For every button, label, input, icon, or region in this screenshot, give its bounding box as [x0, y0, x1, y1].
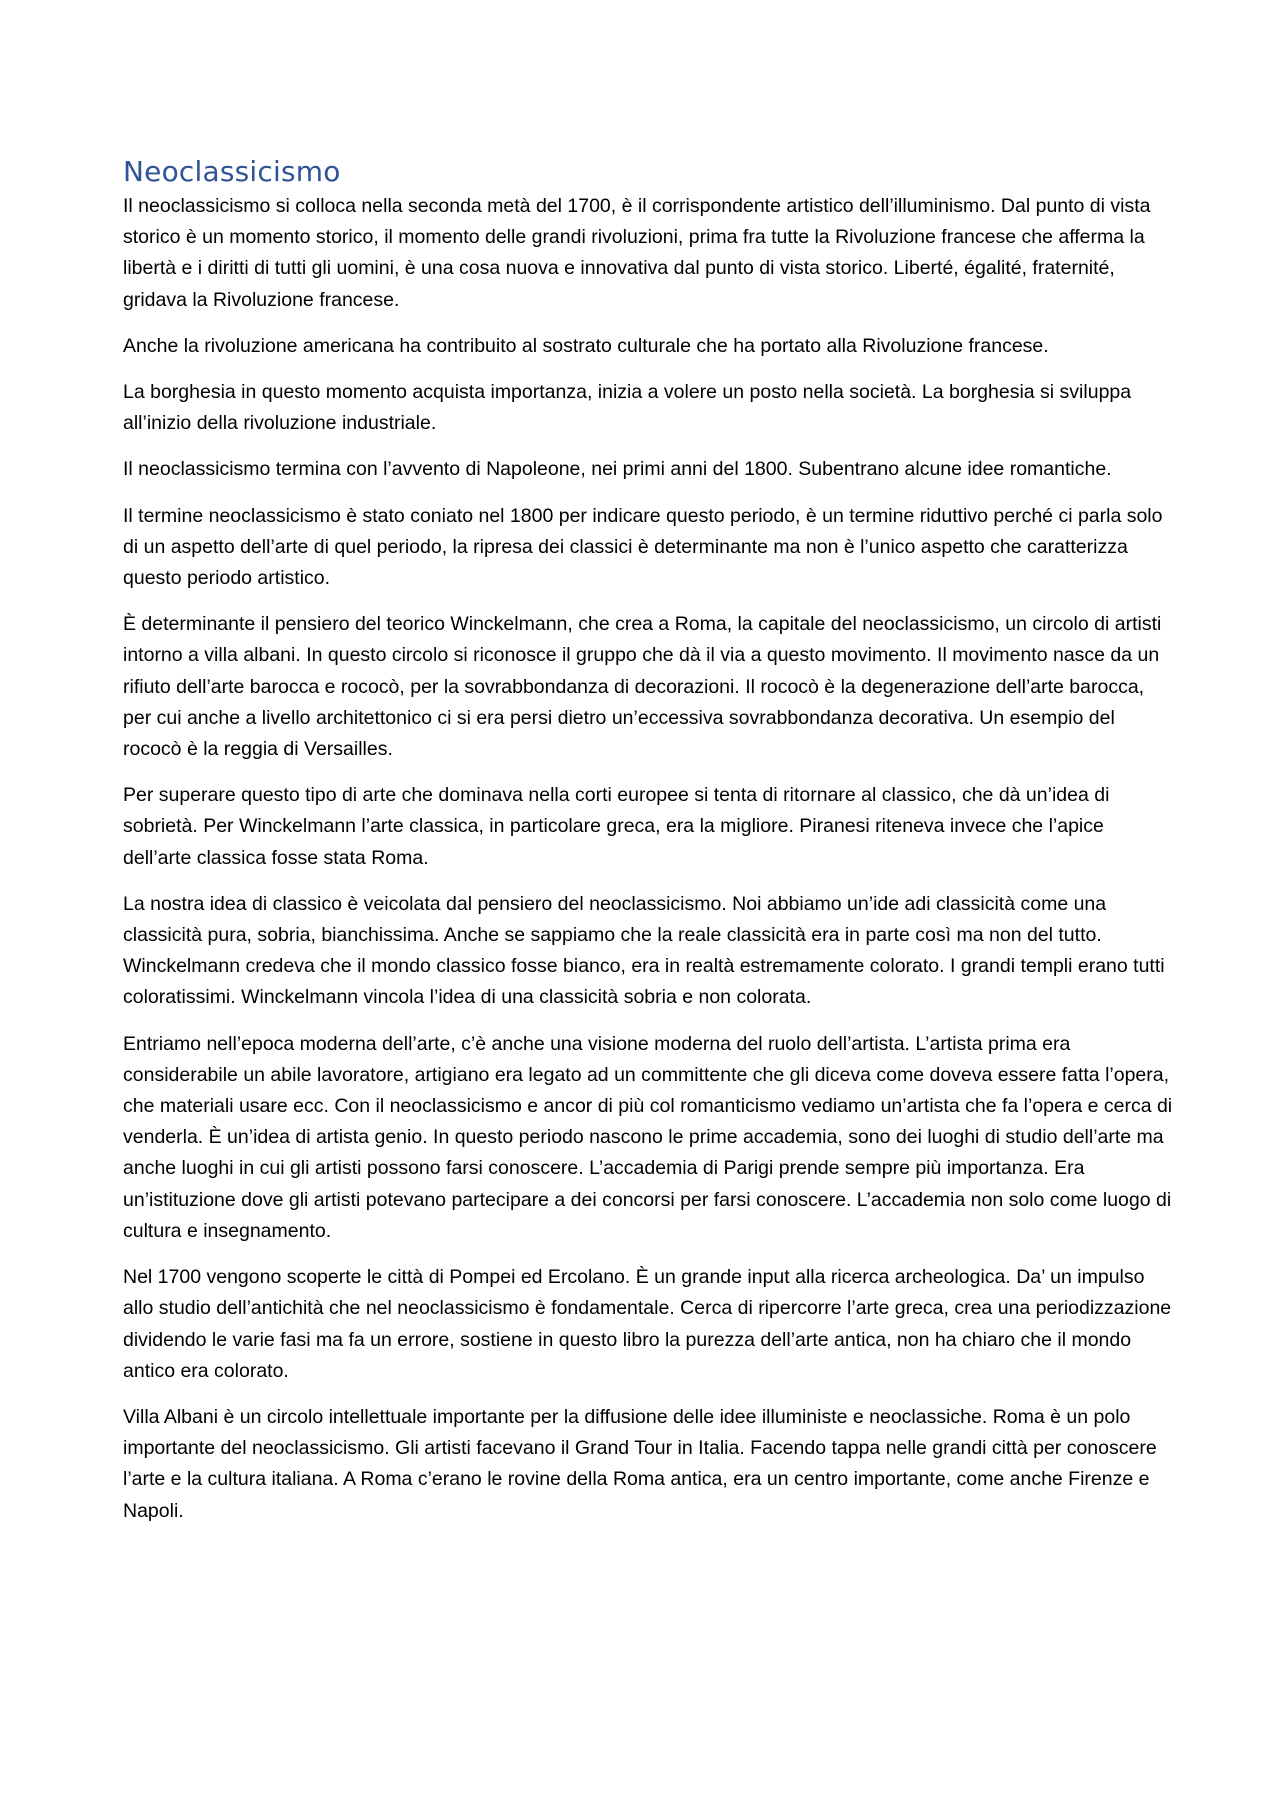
- paragraph: Per superare questo tipo di arte che dominava nella corti europee si tenta di ritornare al classico, che dà un’idea di sobrietà. Per Winckelmann l’arte classica, in particolare greca, era la migliore. Piranesi riteneva invece che l’apice dell’arte classica fosse stata Roma.: [123, 784, 1110, 869]
- paragraph: La nostra idea di classico è veicolata dal pensiero del neoclassicismo. Noi abbiamo un’ide adi classicità come una classicità pura, sobria, bianchissima. Anche se sappiamo che la reale classicità era in parte così ma non del tutto. Winckelmann credeva che il mondo classico fosse bianco, era in realtà estremamente colorato. I grandi templi erano tutti coloratissimi. Winckelmann vincola l’idea di una classicità sobria e non colorata.: [123, 892, 1165, 1009]
- document-body: [123, 154, 1173, 1542]
- document-title: Neoclassicismo: [123, 155, 341, 188]
- paragraph: Il neoclassicismo si colloca nella seconda metà del 1700, è il corrispondente artistico dell’illuminismo. Dal punto di vista storico è un momento storico, il momento delle grandi rivoluzioni, prima fra tutte la Rivoluzione francese che afferma la libertà e i diritti di tutti gli uomini, è una cosa nuova e innovativa dal punto di vista storico. Liberté, égalité, fraternité, gridava la Rivoluzione francese.: [123, 195, 1151, 311]
- paragraph: È determinante il pensiero del teorico Winckelmann, che crea a Roma, la capitale del neoclassicismo, un circolo di artisti intorno a villa albani. In questo circolo si riconosce il gruppo che dà il via a questo movimento. Il movimento nasce da un rifiuto dell’arte barocca e rococò, per la sovrabbondanza di decorazioni. Il rococò è la degenerazione dell’arte barocca, per cui anche a livello architettonico ci si era persi dietro un’eccessiva sovrabbondanza decorativa. Un esempio del rococò è la reggia di Versailles.: [123, 613, 1162, 761]
- paragraph: Anche la rivoluzione americana ha contribuito al sostrato culturale che ha portato alla Rivoluzione francese.: [123, 334, 1049, 357]
- paragraph: Il termine neoclassicismo è stato coniato nel 1800 per indicare questo periodo, è un termine riduttivo perché ci parla solo di un aspetto dell’arte di quel periodo, la ripresa dei classici è determinante ma non è l’unico aspetto che caratterizza questo periodo artistico.: [123, 504, 1163, 590]
- paragraph: La borghesia in questo momento acquista importanza, inizia a volere un posto nella società. La borghesia si sviluppa all’inizio della rivoluzione industriale.: [123, 381, 1132, 435]
- paragraph: Entriamo nell’epoca moderna dell’arte, c’è anche una visione moderna del ruolo dell’artista. L’artista prima era considerabile un abile lavoratore, artigiano era legato ad un committente che gli diceva come doveva essere fatta l’opera, che materiali usare ecc. Con il neoclassicismo e ancor di più col romanticismo vediamo un’artista che fa l’opera e cerca di venderla. È un’idea di artista genio. In questo periodo nascono le prime accademia, sono dei luoghi di studio dell’arte ma anche luoghi in cui gli artisti possono farsi conoscere. L’accademia di Parigi prende sempre più importanza. Era un’istituzione dove gli artisti potevano partecipare a dei concorsi per farsi conoscere. L’accademia non solo come luogo di cultura e insegnamento.: [123, 1032, 1173, 1242]
- paragraph: Nel 1700 vengono scoperte le città di Pompei ed Ercolano. È un grande input alla ricerca archeologica. Da’ un impulso allo studio dell’antichità che nel neoclassicismo è fondamentale. Cerca di ripercorre l’arte greca, crea una periodizzazione dividendo le varie fasi ma fa un errore, sostiene in questo libro la purezza dell’arte antica, non ha chiaro che il mondo antico era colorato.: [123, 1266, 1172, 1382]
- paragraph: Villa Albani è un circolo intellettuale importante per la diffusione delle idee illuministe e neoclassiche. Roma è un polo importante del neoclassicismo. Gli artisti facevano il Grand Tour in Italia. Facendo tappa nelle grandi città per conoscere l’arte e la cultura italiana. A Roma c’erano le rovine della Roma antica, era un centro importante, come anche Firenze e Napoli.: [123, 1405, 1157, 1522]
- paragraph: Il neoclassicismo termina con l’avvento di Napoleone, nei primi anni del 1800. Subentrano alcune idee romantiche.: [123, 458, 1112, 481]
